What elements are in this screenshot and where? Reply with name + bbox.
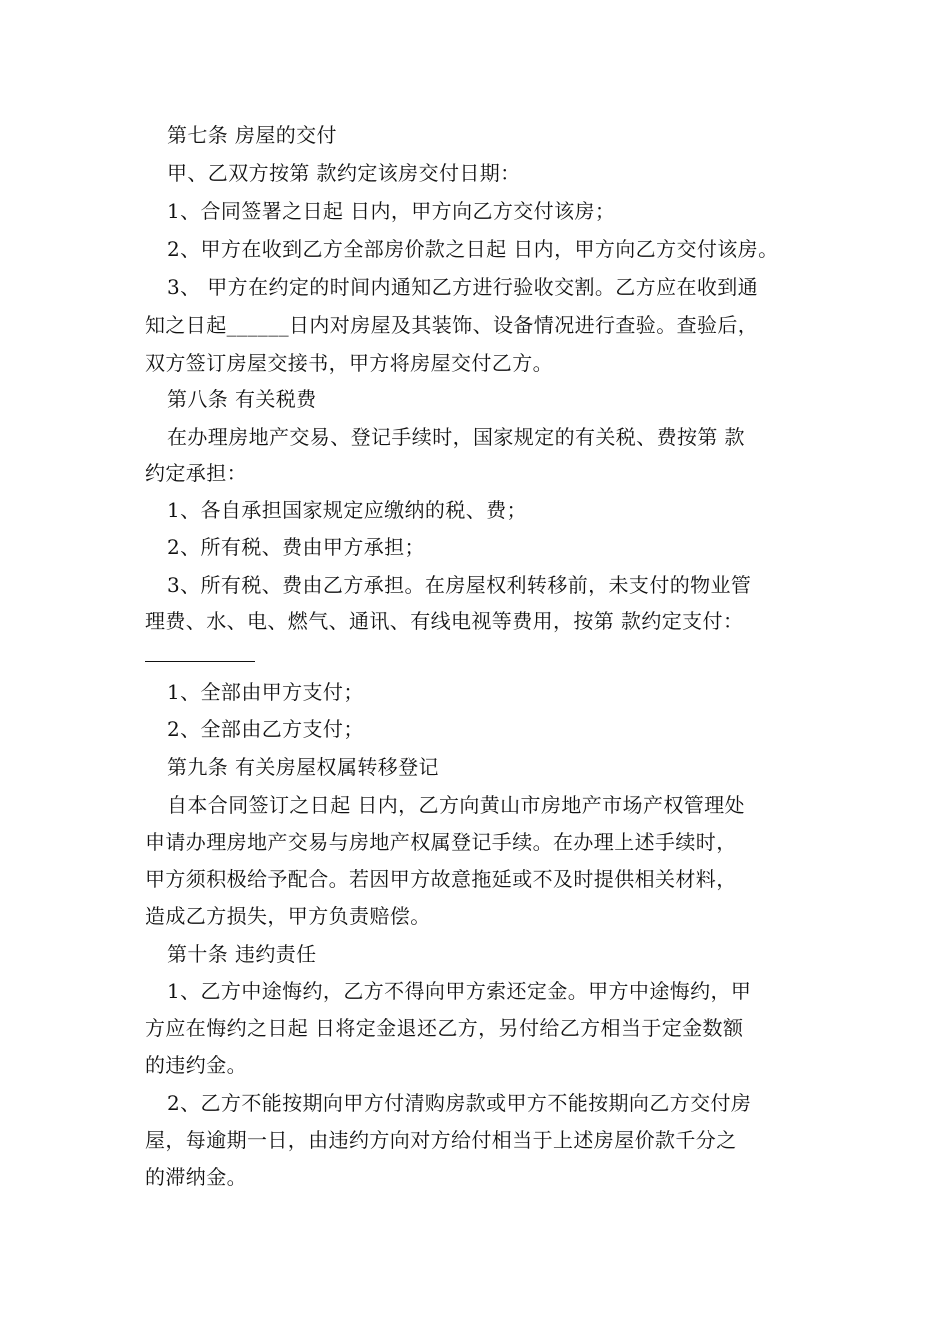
text-line: 知之日起______日内对房屋及其装饰、设备情况进行查验。查验后，: [145, 313, 759, 337]
article-8-heading: 第八条 有关税费: [167, 387, 317, 411]
text-line: 1、合同签署之日起 日内，甲方向乙方交付该房；: [167, 199, 616, 223]
blank-underline: [145, 661, 255, 662]
text-line: 1、乙方中途悔约，乙方不得向甲方索还定金。甲方中途悔约，甲: [167, 979, 752, 1003]
article-9-heading: 第九条 有关房屋权属转移登记: [167, 755, 439, 779]
text-line: 申请办理房地产交易与房地产权属登记手续。在办理上述手续时，: [145, 830, 737, 854]
article-10-heading: 第十条 违约责任: [167, 942, 317, 966]
text-line: 3、 甲方在约定的时间内通知乙方进行验收交割。乙方应在收到通: [167, 275, 759, 299]
text-line: 甲方须积极给予配合。若因甲方故意拖延或不及时提供相关材料，: [145, 867, 737, 891]
text-line: 的违约金。: [145, 1053, 247, 1077]
text-line: 1、各自承担国家规定应缴纳的税、费；: [167, 498, 527, 522]
text-line: 2、全部由乙方支付；: [167, 717, 364, 741]
text-line: 在办理房地产交易、登记手续时，国家规定的有关税、费按第 款: [167, 425, 745, 449]
text-line: 的滞纳金。: [145, 1165, 247, 1189]
text-line: 双方签订房屋交接书，甲方将房屋交付乙方。: [145, 351, 553, 375]
text-line: 2、甲方在收到乙方全部房价款之日起 日内，甲方向乙方交付该房。: [167, 237, 779, 261]
article-7-heading: 第七条 房屋的交付: [167, 123, 337, 147]
text-line: 3、所有税、费由乙方承担。在房屋权利转移前，未支付的物业管: [167, 573, 752, 597]
text-line: 造成乙方损失，甲方负责赔偿。: [145, 904, 431, 928]
text-line: 理费、水、电、燃气、通讯、有线电视等费用，按第 款约定支付：: [145, 609, 744, 633]
text-line: 甲、乙双方按第 款约定该房交付日期：: [167, 161, 521, 185]
text-line: 自本合同签订之日起 日内，乙方向黄山市房地产市场产权管理处: [167, 793, 745, 817]
text-line: 约定承担：: [145, 461, 247, 485]
text-line: 屋，每逾期一日，由违约方向对方给付相当于上述房屋价款千分之: [145, 1128, 737, 1152]
text-line: 2、乙方不能按期向甲方付清购房款或甲方不能按期向乙方交付房: [167, 1091, 752, 1115]
text-line: 方应在悔约之日起 日将定金退还乙方，另付给乙方相当于定金数额: [145, 1016, 744, 1040]
text-line: 2、所有税、费由甲方承担；: [167, 535, 425, 559]
text-line: 1、全部由甲方支付；: [167, 680, 364, 704]
